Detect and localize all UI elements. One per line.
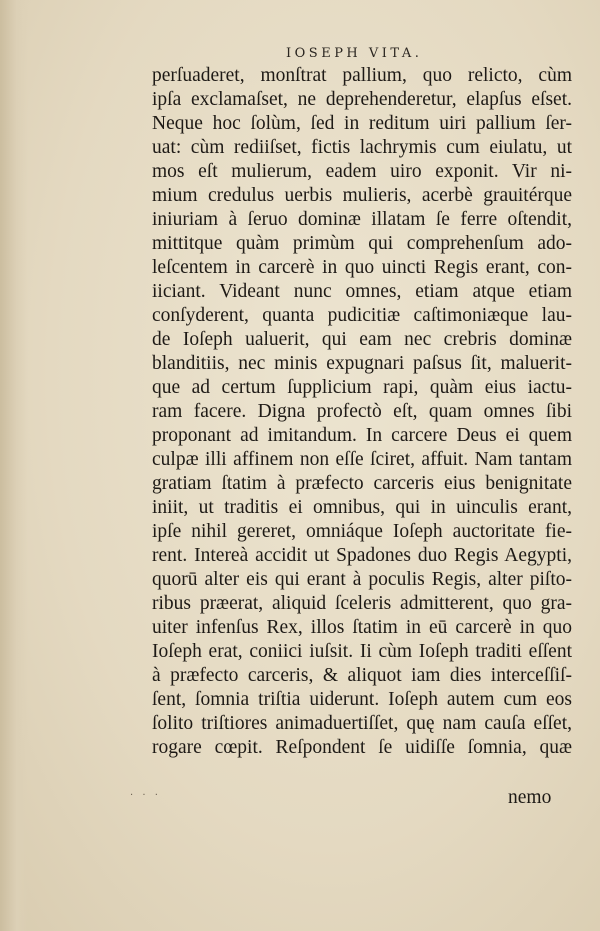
text-line: mium credulus uerbis mulieris, acerbè grauitérque	[152, 185, 572, 206]
catchword: nemo	[508, 787, 552, 808]
text-line: ipſa exclamaſset, ne deprehenderetur, elapſus eſset.	[152, 89, 572, 110]
text-line: à præfecto carceris, & aliquot iam dies interceſſiſ-	[152, 665, 572, 686]
text-line: blanditiis, nec minis expugnari paſsus ſit, maluerit-	[152, 353, 572, 374]
text-line: iiciant. Videant nunc omnes, etiam atque etiam	[152, 281, 572, 302]
text-line: iniuriam à ſeruo dominæ illatam ſe ferre oſtendit,	[152, 209, 572, 230]
text-line: ſolito triſtiores animaduertiſſet, quę nam cauſa eſſet,	[152, 713, 572, 734]
text-line: gratiam ſtatim à præfecto carceris eius benignitate	[152, 473, 572, 494]
text-line: que ad certum ſupplicium rapi, quàm eius iactu-	[152, 377, 572, 398]
text-line: rogare cœpit. Reſpondent ſe uidiſſe ſomnia, quæ	[152, 737, 572, 758]
text-line: Ioſeph erat, coniici iuſsit. Ii cùm Ioſeph traditi eſſent	[152, 641, 572, 662]
text-line: ribus præerat, aliquid ſceleris admitterent, quo gra-	[152, 593, 572, 614]
running-head: IOSEPH VITA.	[286, 46, 423, 61]
text-line: conſyderent, quanta pudicitiæ caſtimoniæque lau-	[152, 305, 572, 326]
text-line: ipſe nihil gereret, omniáque Ioſeph auctoritate fie-	[152, 521, 572, 542]
text-line: ram facere. Digna profectò eſt, quam omnes ſibi	[152, 401, 572, 422]
text-line: iniit, ut traditis ei omnibus, qui in uinculis erant,	[152, 497, 572, 518]
text-block	[152, 64, 572, 760]
text-line: culpæ illi affinem non eſſe ſciret, affuit. Nam tantam	[152, 449, 572, 470]
text-line: Neque hoc ſolùm, ſed in reditum uiri pallium ſer-	[152, 113, 572, 134]
text-line: quorū alter eis qui erant à poculis Regis, alter piſto-	[152, 569, 572, 590]
page-gutter-shadow	[0, 0, 28, 931]
text-line: uiter infenſus Rex, illos ſtatim in eū carcerè in quo	[152, 617, 572, 638]
text-line: rent. Intereà accidit ut Spadones duo Regis Aegypti,	[152, 545, 572, 566]
text-line: mittitque quàm primùm qui comprehenſum ado-	[152, 233, 572, 254]
margin-mark: · · ·	[130, 790, 161, 801]
text-line: perſuaderet, monſtrat pallium, quo relicto, cùm	[152, 65, 572, 86]
text-line: ſent, ſomnia triſtia uiderunt. Ioſeph autem cum eos	[152, 689, 572, 710]
text-line: de Ioſeph ualuerit, qui eam nec crebris dominæ	[152, 329, 572, 350]
text-line: proponant ad imitandum. In carcere Deus ei quem	[152, 425, 572, 446]
text-line: mos eſt mulierum, eadem uiro exponit. Vir ni-	[152, 161, 572, 182]
text-line: leſcentem in carcerè in quo uincti Regis erant, con-	[152, 257, 572, 278]
text-line: uat: cùm rediiſset, fictis lachrymis cum eiulatu, ut	[152, 137, 572, 158]
